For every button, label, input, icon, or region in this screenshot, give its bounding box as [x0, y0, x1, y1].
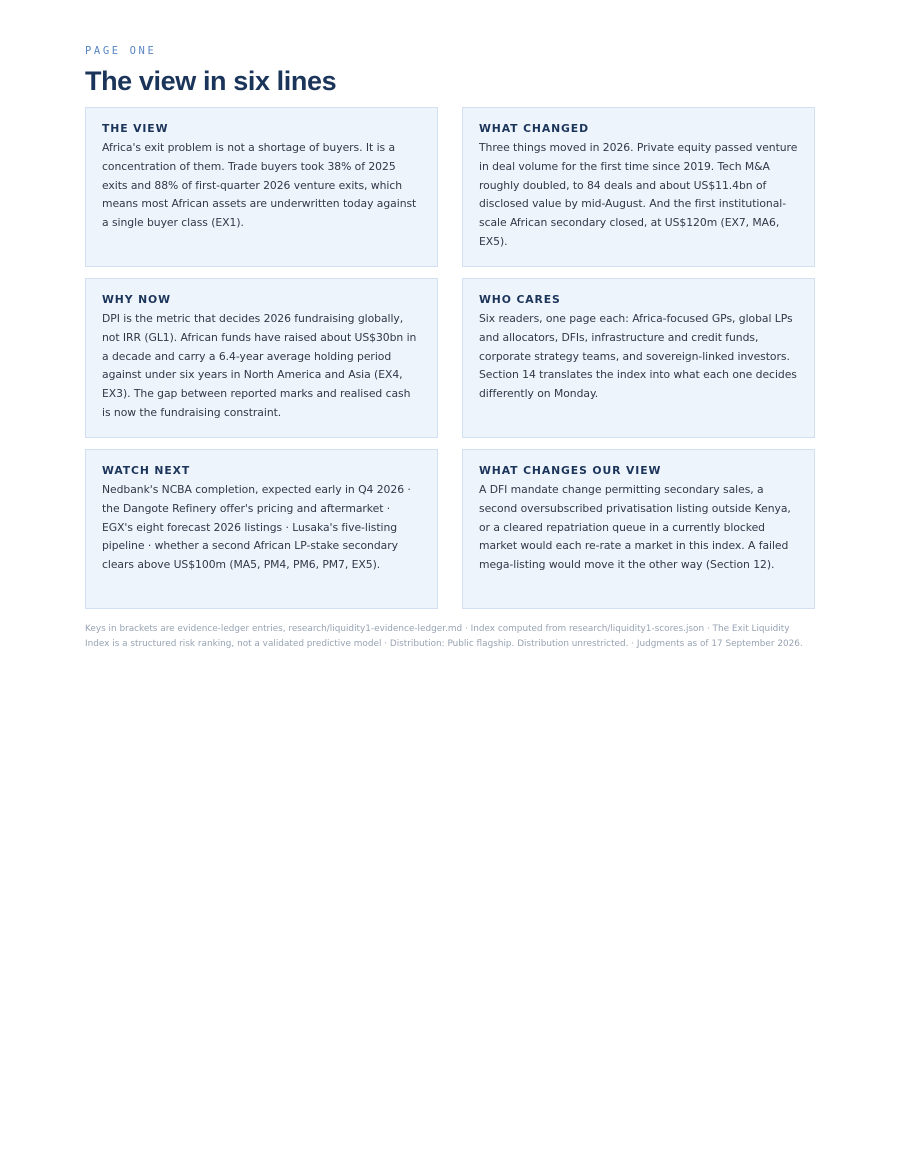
card-body: Africa's exit problem is not a shortage of buyers. It is a concentration of them. Trade buyers took 38% of 2025 exits and 88% of first-quarter 2026 venture exits, which means most African assets are underwritten today against a single buyer class (EX1).: [102, 141, 417, 230]
card-title: WHY NOW: [102, 293, 171, 306]
summary-row: [85, 449, 815, 609]
summary-row: [85, 278, 815, 438]
page-eyebrow: PAGE ONE: [85, 45, 157, 57]
card-title: WHAT CHANGES OUR VIEW: [479, 464, 662, 477]
card-what-changes-our-view: [462, 449, 815, 609]
card-why-now: [85, 278, 438, 438]
card-title: THE VIEW: [102, 122, 169, 135]
card-watch-next: [85, 449, 438, 609]
page-one: [85, 44, 815, 650]
card-title: WHAT CHANGED: [479, 122, 589, 135]
card-the-view: [85, 107, 438, 267]
card-body: DPI is the metric that decides 2026 fundraising globally, not IRR (GL1). African funds have raised about US$30bn in a decade and carry a 6.4-year average holding period against under six years in North America and Asia (EX4, EX3). The gap between reported marks and realised cash is now the fundraising constraint.: [102, 312, 417, 419]
summary-grid: [85, 107, 815, 620]
card-title: WHO CARES: [479, 293, 561, 306]
footnote: Keys in brackets are evidence-ledger entries, research/liquidity1-evidence-ledger.md · Index computed from research/liquidity1-scores.json · The Exit Liquidity Index is a structured risk ranking, not a validated predictive model · Distribution: Public flagship. Distribution unrestricted. · Judgments as of 17 September 2026.: [85, 624, 803, 650]
card-body: Six readers, one page each: Africa-focused GPs, global LPs and allocators, DFIs, infrastructure and credit funds, corporate strategy teams, and sovereign-linked investors. Section 14 translates the index into what each one decides differently on Monday.: [479, 312, 797, 401]
card-body: A DFI mandate change permitting secondary sales, a second oversubscribed privatisation listing outside Kenya, or a cleared repatriation queue in a currently blocked market would each re-rate a market in this index. A failed mega-listing would move it the other way (Section 12).: [479, 483, 791, 572]
card-who-cares: [462, 278, 815, 438]
card-body: Three things moved in 2026. Private equity passed venture in deal volume for the first time since 2019. Tech M&A roughly doubled, to 84 deals and about US$11.4bn of disclosed value by mid-August. And the first institutional-scale African secondary closed, at US$120m (EX7, MA6, EX5).: [479, 141, 798, 248]
summary-row: [85, 107, 815, 267]
card-what-changed: [462, 107, 815, 267]
card-body: Nedbank's NCBA completion, expected early in Q4 2026 · the Dangote Refinery offer's pricing and aftermarket · EGX's eight forecast 2026 listings · Lusaka's five-listing pipeline · whether a second African LP-stake secondary clears above US$100m (MA5, PM4, PM6, PM7, EX5).: [102, 483, 411, 572]
card-title: WATCH NEXT: [102, 464, 191, 477]
page-title: The view in six lines: [85, 66, 337, 96]
